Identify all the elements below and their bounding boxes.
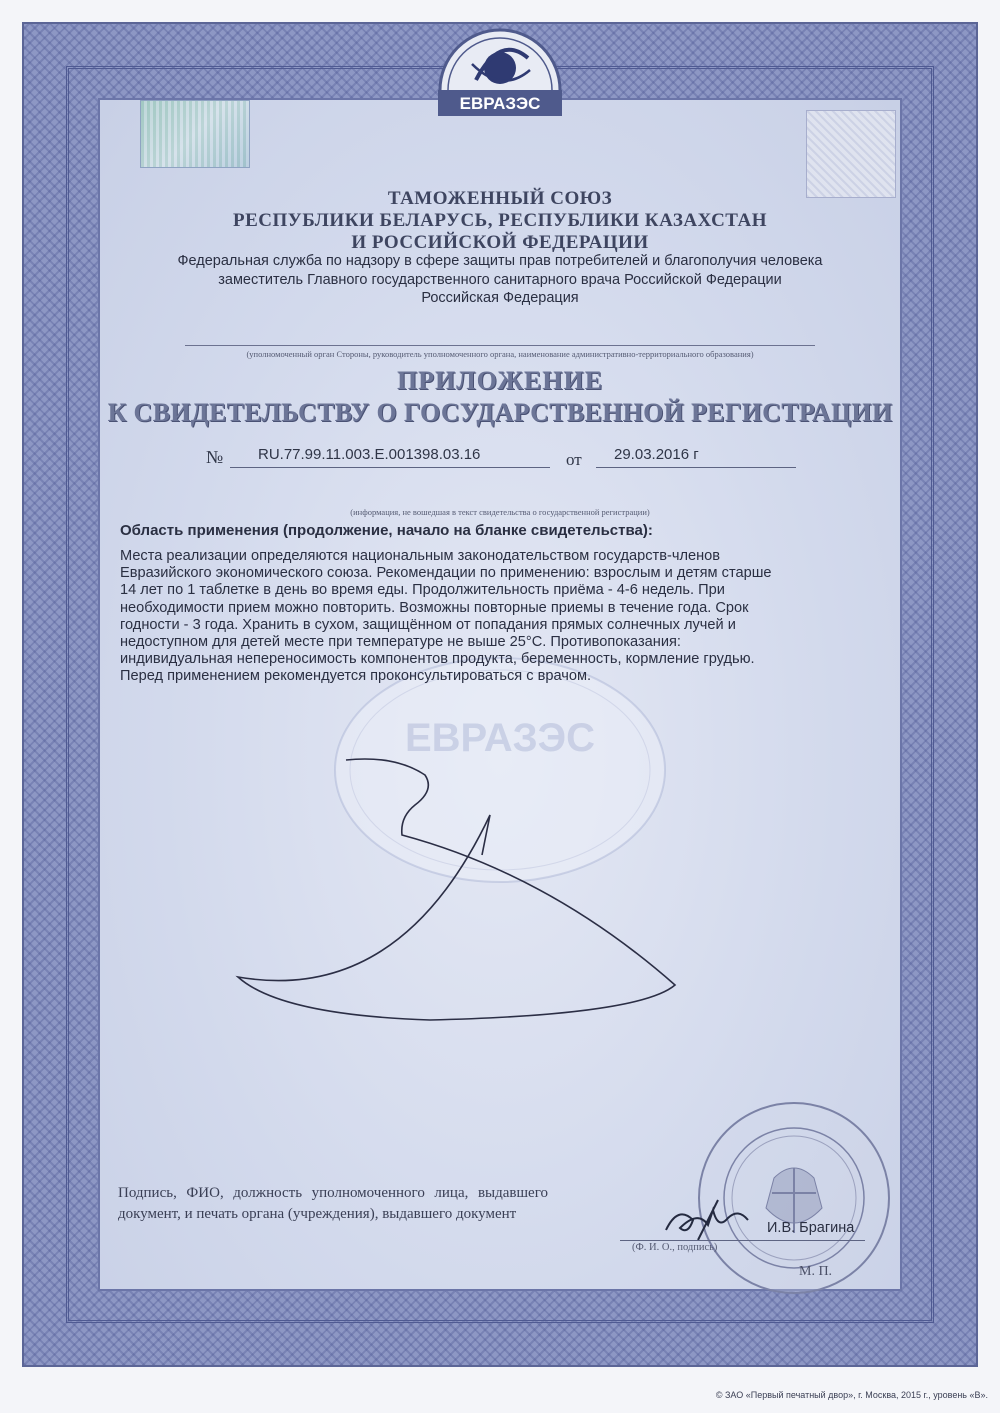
body-text [120, 548, 880, 686]
watermark-text: ЕВРАЗЭС [404, 716, 596, 760]
number-label: № [206, 447, 224, 467]
union-title-line-2: РЕСПУБЛИКИ БЕЛАРУСЬ, РЕСПУБЛИКИ КАЗАХСТАН [232, 210, 768, 231]
area-of-use-title: Область применения (продолжение, начало на бланке свидетельства): [120, 522, 653, 539]
registration-date: 29.03.2016 г [614, 446, 699, 463]
signer-signature [658, 1190, 758, 1250]
registration-caption: (информация, не вошедшая в текст свидетельства о государственной регистрации) [350, 507, 650, 517]
body-line: недоступном для детей месте при температуре не выше 25°C. Противопоказания: [120, 634, 681, 651]
printer-imprint: © ЗАО «Первый печатный двор», г. Москва, 2015 г., уровень «В». [715, 1390, 988, 1400]
document-title-line-2: К СВИДЕТЕЛЬСТВУ О ГОСУДАРСТВЕННОЙ РЕГИСТРАЦИИ [107, 398, 893, 427]
eurasec-emblem [432, 24, 568, 134]
authority-line-2: заместитель Главного государственного санитарного врача Российской Федерации [218, 272, 782, 288]
authority-line-1: Федеральная служба по надзору в сфере защиты прав потребителей и благополучия человека [177, 253, 823, 269]
signature-caption: Подпись, ФИО, должность уполномоченного лица, выдавшего документ, и печать органа (учреждения), выдавшего документ [118, 1185, 548, 1222]
z-signature-scribble [220, 745, 740, 1025]
union-title-line-1: ТАМОЖЕННЫЙ СОЮЗ [387, 188, 613, 209]
stamp-place-label: М. П. [799, 1264, 833, 1279]
authority-underline [185, 345, 815, 346]
union-title-line-3: И РОССИЙСКОЙ ФЕДЕРАЦИИ [351, 232, 649, 253]
emblem-text: ЕВРАЗЭС [459, 94, 541, 113]
signer-name: И.В. Брагина [767, 1220, 855, 1236]
body-line: 14 лет по 1 таблетке в день во время еды. Продолжительность приёма - 4-6 недель. При [120, 582, 725, 599]
fio-underline [620, 1240, 865, 1241]
document-title-line-1: ПРИЛОЖЕНИЕ [396, 366, 604, 395]
body-line: индивидуальная непереносимость компонентов продукта, беременность, кормление грудью. [120, 651, 755, 668]
body-line: необходимости прием можно повторить. Возможны повторные приемы в течение года. Срок [120, 599, 749, 616]
authority-caption: (уполномоченный орган Стороны, руководитель уполномоченного органа, наименование административно-территориального образования) [246, 349, 754, 359]
hologram-sticker [140, 100, 250, 168]
security-pattern-patch [806, 110, 896, 198]
number-underline [230, 467, 550, 468]
authority-line-3: Российская Федерация [421, 290, 579, 306]
registration-number: RU.77.99.11.003.E.001398.03.16 [258, 446, 481, 463]
body-line: годности - 3 года. Хранить в сухом, защищённом от попадания прямых солнечных лучей и [120, 616, 736, 633]
body-line: Евразийского экономического союза. Рекомендации по применению: взрослым и детям старше [120, 565, 772, 582]
body-line: Места реализации определяются национальным законодательством государств-членов [120, 548, 721, 564]
from-label: от [566, 450, 582, 469]
fio-caption: (Ф. И. О., подпись) [632, 1242, 718, 1253]
body-line: Перед применением рекомендуется проконсультироваться с врачом. [120, 668, 592, 685]
date-underline [596, 467, 796, 468]
